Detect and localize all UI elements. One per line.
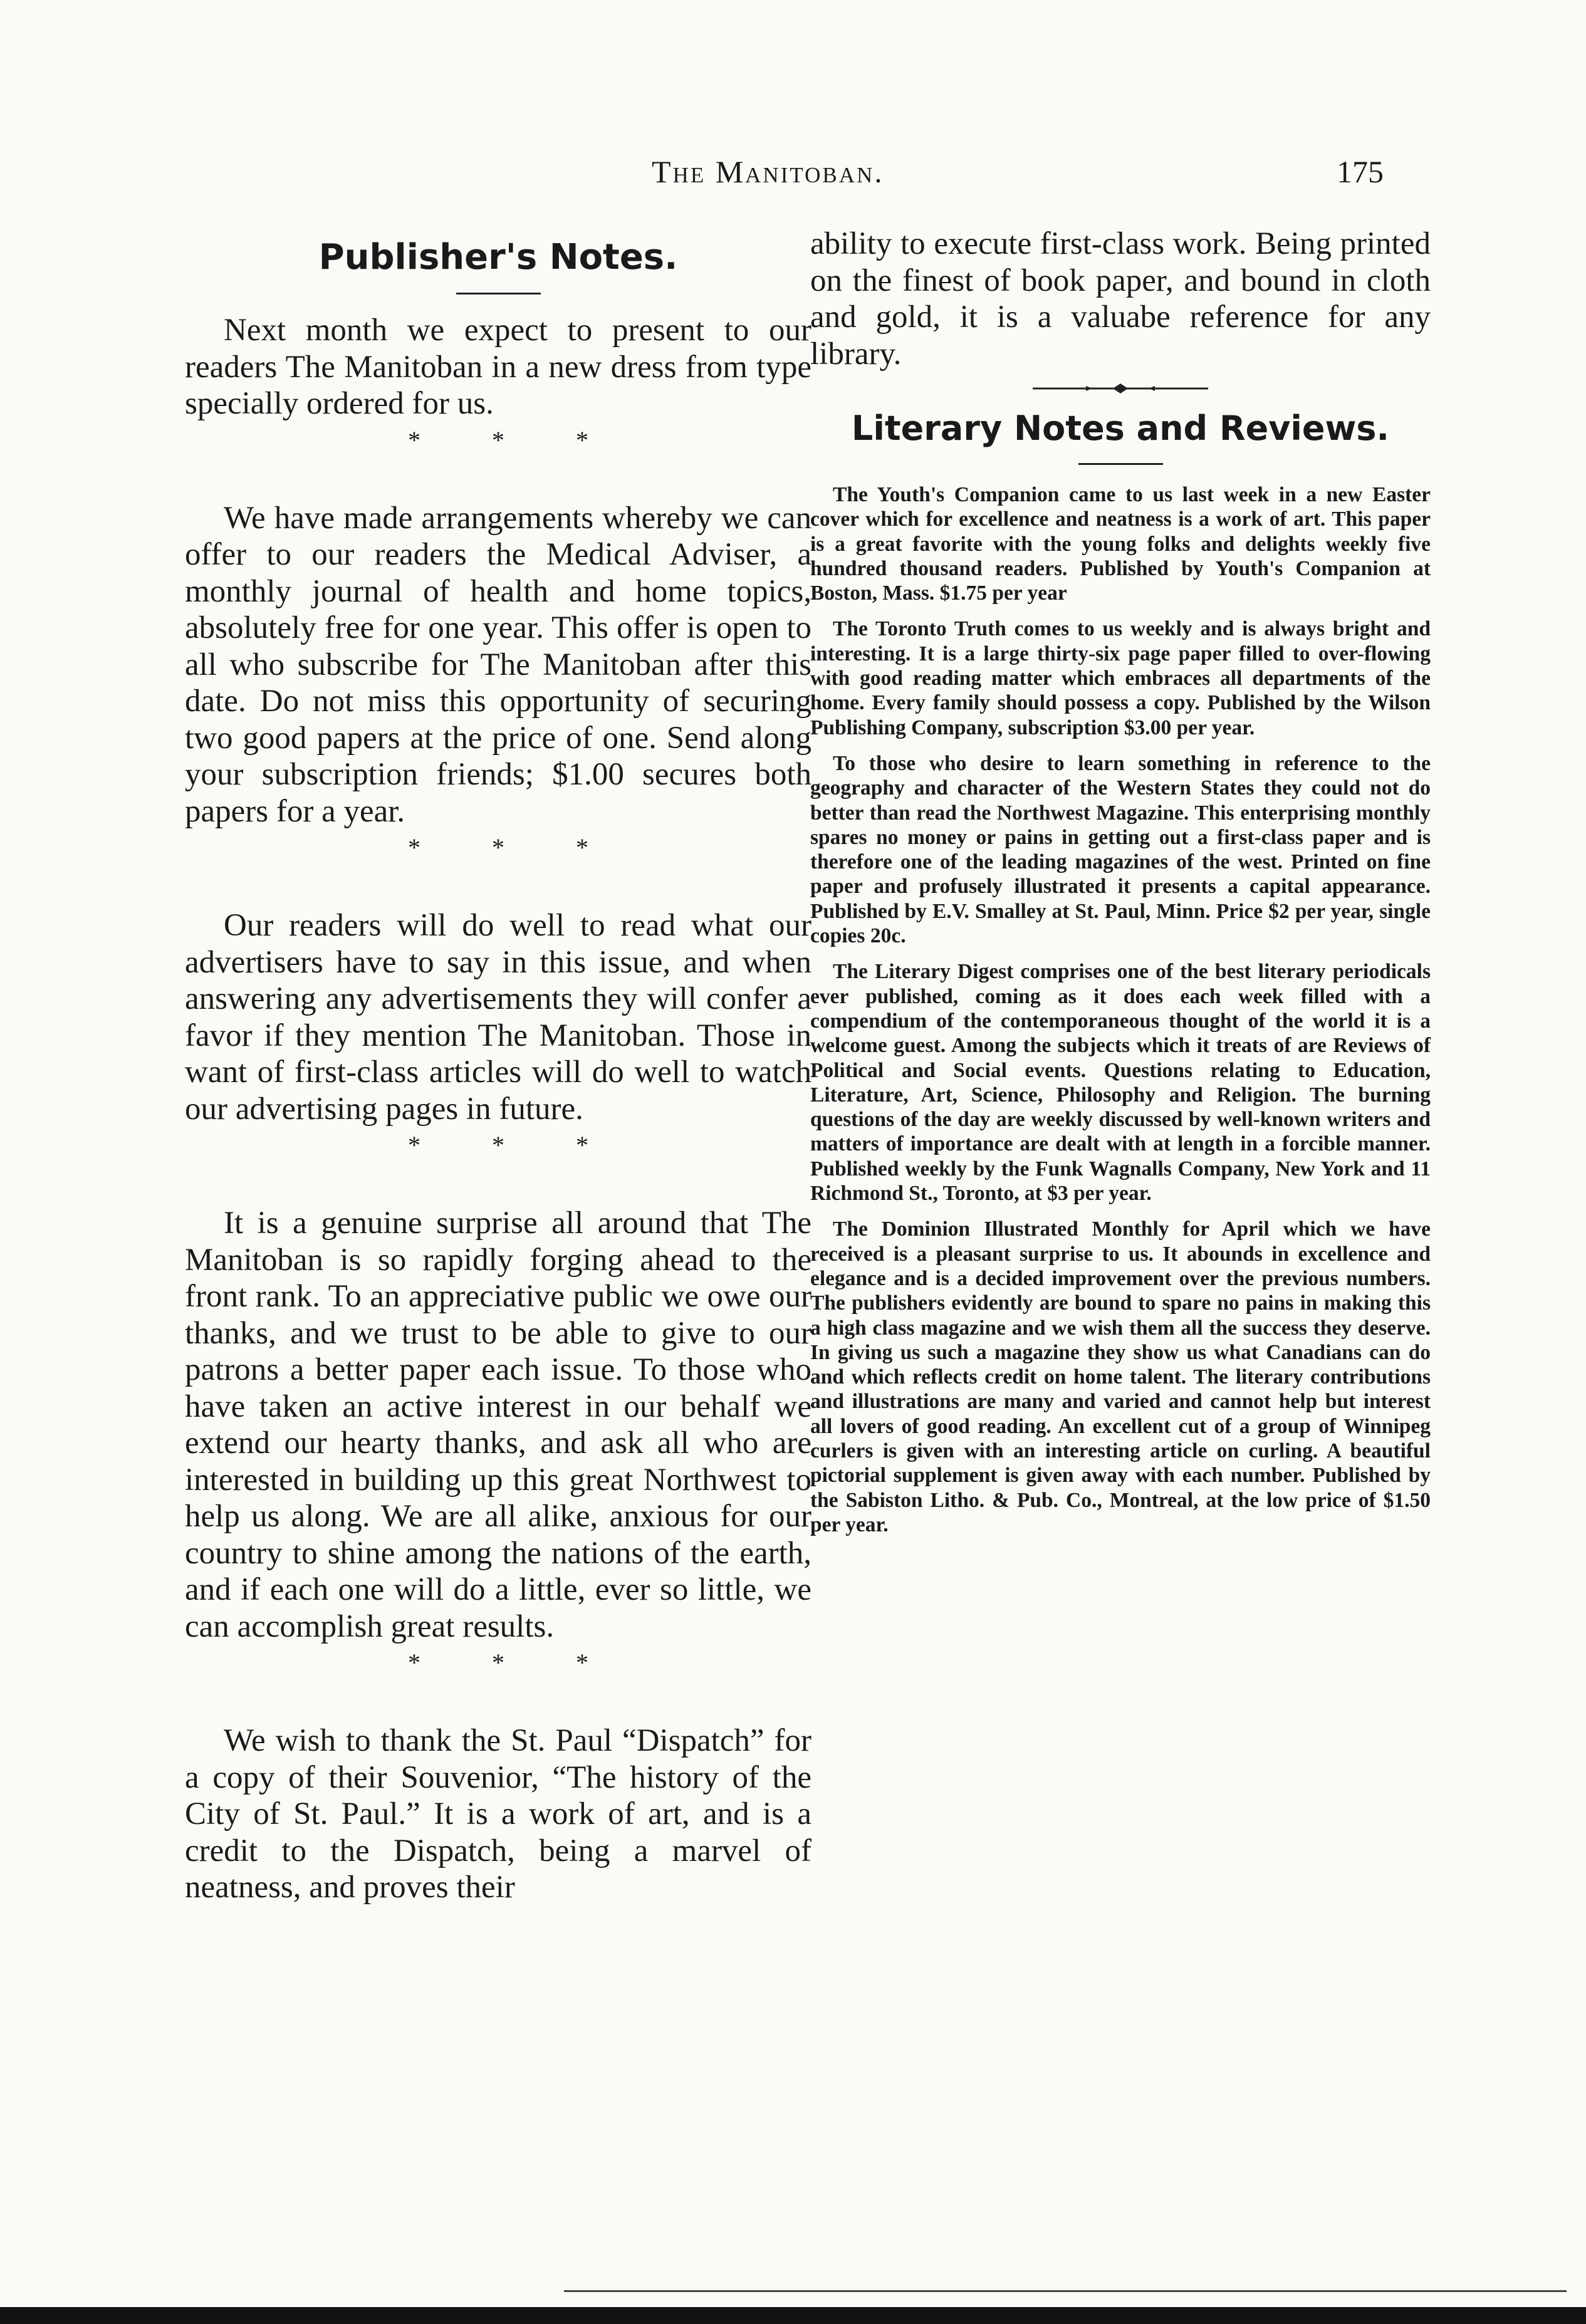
note-paragraph-4: It is a genuine surprise all around that The Manitoban is so rapidly forging ahead to the front rank. To an appreciative public we owe our thanks, and we trust to be able to give to our patrons a better paper each issue. To those who have taken an active interest in our behalf we extend our hearty thanks, and ask all who are interested in building up this great Northwest to help us along. We are all alike, anxious for our country to shine among the nations of the earth, and if each one will do a little, ever so little, we can accomplish great results. <box>185 1206 811 1644</box>
note-paragraph-1: Next month we expect to present to our readers The Manitoban in a new dress from type specially ordered for us. <box>185 313 811 421</box>
right-column <box>810 226 1431 1548</box>
review-dominion-illustrated: The Dominion Illustrated Monthly for April which we have received is a pleasant surprise to us. It abounds in excellence and elegance and is a decided improvement over the previous numbers. The publishers evidently are bound to spare no pains in making this a high class magazine and we wish them all the success they deserve. In giving us such a magazine they show us what Canadians can do and which reflects credit on home talent. The literary contributions and illustrations are many and varied and cannot help but interest all lovers of good reading. An excellent cut of a group of Winnipeg curlers is given with an interesting article on curling. A beautiful pictorial supplement is given away with each number. Published by the Sabiston Litho. & Pub. Co., Montreal, at the low price of $1.50 per year. <box>810 1217 1431 1536</box>
note-paragraph-2: We have made arrangements whereby we can offer to our readers the Medical Adviser, a monthly journal of health and home topics, absolutely free for one year. This offer is open to all who subscribe for The Manitoban after this date. Do not miss this opportunity of securing two good papers at the price of one. Send along your subscription friends; $1.00 secures both papers for a year. <box>185 500 811 829</box>
heading-rule <box>1078 463 1163 465</box>
page-number: 175 <box>1337 154 1384 189</box>
literary-notes-heading: Literary Notes and Reviews. <box>851 409 1390 448</box>
note-paragraph-5-continued: ability to execute first-class work. Being printed on the finest of book paper, and bound in cloth and gold, it is a valuabe reference for any library. <box>810 226 1431 372</box>
running-title: The Manitoban. <box>652 154 884 189</box>
publishers-notes-heading: Publisher's Notes. <box>318 237 678 278</box>
review-literary-digest: The Literary Digest comprises one of the best literary periodicals ever published, coming as it does each week filled with a compendium of the contemporaneous thought of the world it is a welcome guest. Among the subjects which it treats of are Reviews of Political and Social events. Questions relating to Education, Literature, Art, Science, Philosophy and Religion. The burning questions of the day are weekly discussed by well-known writers and matters of importance are dealt with at length in a forcible manner. Published weekly by the Funk Wagnalls Company, New York and 11 Richmond St., Toronto, at $3 per year. <box>810 960 1431 1206</box>
section-divider-flourish <box>1026 381 1214 396</box>
section-stars: * * * <box>408 425 621 454</box>
footer-scan-edge <box>0 2307 1586 2324</box>
running-head <box>0 154 1586 197</box>
review-youths-companion: The Youth's Companion came to us last week in a new Easter cover which for excellence and neatness is a work of art. This paper is a great favorite with the young folks and delights weekly five hundred thousand readers. Published by Youth's Companion at Boston, Mass. $1.75 per year <box>810 483 1431 605</box>
heading-rule <box>456 293 541 294</box>
left-column <box>185 226 811 1906</box>
section-stars: * * * <box>408 1131 621 1159</box>
review-toronto-truth: The Toronto Truth comes to us weekly and is always bright and interesting. It is a large thirty-six page paper filled to over-flowing with good reading matter which embraces all departments of the home. Every family should possess a copy. Published by the Wilson Publishing Company, subscription $3.00 per year. <box>810 617 1431 739</box>
note-paragraph-3: Our readers will do well to read what our advertisers have to say in this issue, and when answering any advertisements they will confer a favor if they mention The Manitoban. Those in want of first-class articles will do well to watch our advertising pages in future. <box>185 908 811 1127</box>
footer-thin-rule <box>564 2290 1567 2292</box>
section-stars: * * * <box>408 833 621 862</box>
note-paragraph-5: We wish to thank the St. Paul “Dispatch” for a copy of their Souvenior, “The history of the City of St. Paul.” It is a work of art, and is a credit to the Dispatch, being a marvel of neatness, and proves their <box>185 1723 811 1905</box>
review-northwest-magazine: To those who desire to learn something in reference to the geography and character of the Western States they could not do better than read the Northwest Magazine. This enterprising monthly spares no money or pains in getting out a first-class paper and is therefore one of the leading magazines of the west. Printed on fine paper and profusely illustrated it presents a capital appearance. Published by E.V. Smalley at St. Paul, Minn. Price $2 per year, single copies 20c. <box>810 751 1431 948</box>
section-stars: * * * <box>408 1649 621 1677</box>
